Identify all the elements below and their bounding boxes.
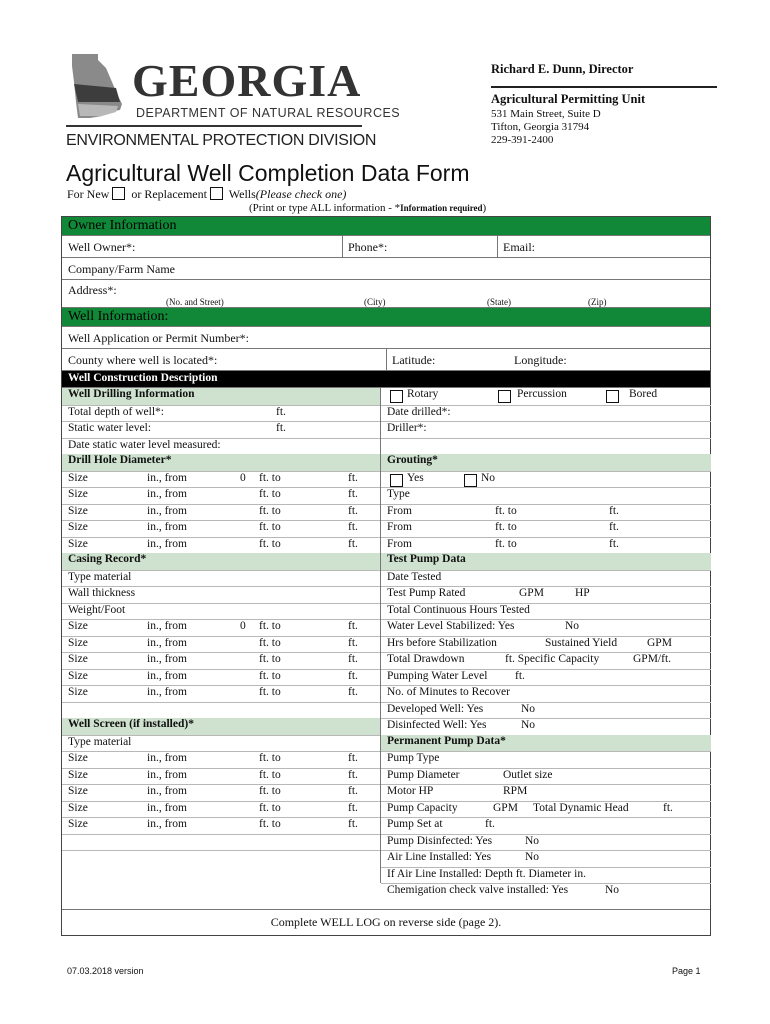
static-level-label: Static water level: — [68, 422, 152, 434]
replacement-checkbox[interactable] — [210, 187, 223, 200]
drawdown-row[interactable] — [381, 652, 711, 670]
total-depth-label: Total depth of well*: — [68, 405, 164, 418]
hrs-before-label: Hrs before Stabilization — [387, 636, 497, 649]
set-at-row[interactable] — [381, 817, 711, 835]
ft-to-label: ft. to — [259, 471, 281, 484]
blank-row — [381, 438, 711, 456]
perm-pump-subheader — [381, 735, 711, 752]
new-replacement-line — [67, 187, 346, 202]
casing-type-label: Type material — [68, 570, 132, 583]
in-from-label: in., from — [147, 504, 187, 517]
page-number: Page 1 — [672, 966, 701, 976]
ft-unit: ft. — [609, 537, 619, 550]
ft-to-label: ft. to — [259, 768, 281, 781]
blank-row — [62, 834, 380, 852]
form-title: Agricultural Well Completion Data Form — [66, 160, 470, 186]
ft-unit: ft. — [348, 801, 358, 814]
drill-method-row — [381, 388, 711, 405]
ft-unit: ft. — [348, 521, 358, 533]
ft-to-label: ft. to — [259, 752, 281, 764]
grouting-title: Grouting* — [387, 454, 438, 466]
percussion-checkbox[interactable] — [498, 390, 511, 403]
size-row[interactable] — [62, 537, 380, 555]
drill-hole-title: Drill Hole Diameter* — [68, 454, 172, 466]
gpm-unit: GPM — [519, 587, 544, 599]
weight-label: Weight/Foot — [68, 603, 126, 616]
hours-row[interactable] — [381, 603, 711, 621]
ft-to-label: ft. to — [495, 504, 517, 517]
construction-grid — [62, 388, 710, 909]
size-row[interactable] — [62, 817, 380, 835]
date-static-label: Date static water level measured: — [68, 438, 221, 451]
print-note — [249, 202, 486, 214]
rotary-checkbox[interactable] — [390, 390, 403, 403]
ft-unit: ft. — [348, 768, 358, 781]
permitting-unit: Agricultural Permitting Unit — [491, 92, 646, 106]
rated-label: Test Pump Rated — [387, 587, 466, 599]
owner-section-header — [62, 217, 710, 236]
in-from-label: in., from — [147, 752, 187, 764]
grout-no-label: No — [481, 471, 496, 484]
coords-cell[interactable] — [386, 349, 710, 370]
required-note: Information required — [400, 203, 483, 213]
in-from-label: in., from — [147, 537, 187, 550]
county-row — [62, 349, 710, 371]
size-label: Size — [68, 636, 88, 649]
size-row[interactable] — [62, 487, 380, 505]
in-from-label: in., from — [147, 785, 187, 797]
gpm-unit: GPM — [493, 801, 518, 814]
ft-unit: ft. — [348, 471, 358, 484]
ft-unit: ft. — [348, 620, 358, 632]
grout-yes-label: Yes — [407, 471, 424, 484]
blank-row — [62, 702, 380, 720]
static-level-row[interactable] — [62, 421, 380, 439]
size-label: Size — [68, 801, 88, 814]
grout-no-checkbox[interactable] — [464, 474, 477, 487]
ft-unit: ft. — [348, 488, 358, 500]
address-line-1: 531 Main Street, Suite D — [491, 108, 601, 120]
date-drilled-row[interactable] — [381, 405, 711, 423]
ft-unit: ft. — [485, 818, 495, 830]
screen-type-label: Type material — [68, 735, 132, 748]
capacity-row[interactable] — [381, 801, 711, 819]
in-from-label: in., from — [147, 636, 187, 649]
size-label: Size — [68, 488, 88, 500]
ft-to-label: ft. to — [259, 785, 281, 797]
bored-checkbox[interactable] — [606, 390, 619, 403]
ft-unit: ft. — [348, 752, 358, 764]
email-label: Email: — [503, 240, 535, 254]
perm-pump-title: Permanent Pump Data* — [387, 734, 506, 747]
size-row[interactable] — [62, 669, 380, 687]
longitude-label: Longitude: — [514, 353, 567, 367]
size-label: Size — [68, 653, 88, 665]
capacity-label: Pump Capacity — [387, 801, 458, 814]
county-field[interactable]: County where well is located*: — [68, 353, 218, 367]
pump-disinfected-row[interactable] — [381, 834, 711, 852]
bored-label: Bored — [629, 388, 658, 400]
size-label: Size — [68, 620, 88, 632]
size-row[interactable] — [62, 652, 380, 670]
sustained-label: Sustained Yield — [545, 636, 618, 649]
pump-type-row[interactable] — [381, 751, 711, 769]
air-line-label: Air Line Installed: Yes — [387, 851, 492, 863]
ft-unit: ft. — [276, 405, 286, 418]
set-at-label: Pump Set at — [387, 818, 443, 830]
or-replacement-label: or Replacement — [131, 187, 207, 201]
driller-label: Driller*: — [387, 422, 427, 434]
owner-row — [62, 236, 710, 258]
from-label: From — [387, 537, 412, 550]
ft-unit: ft. — [348, 686, 358, 698]
address-line-2: Tifton, Georgia 31794 — [491, 121, 590, 133]
date-tested-label: Date Tested — [387, 570, 442, 583]
ft-unit: ft. — [348, 537, 358, 550]
hp-unit: HP — [575, 587, 590, 599]
print-note-close: ) — [482, 202, 487, 214]
screen-title: Well Screen (if installed)* — [68, 718, 194, 730]
developed-label: Developed Well: Yes — [387, 702, 484, 715]
stabilized-row[interactable] — [381, 619, 711, 637]
size-label: Size — [68, 785, 88, 797]
wall-thickness-label: Wall thickness — [68, 587, 136, 599]
grout-from-row[interactable] — [381, 537, 711, 555]
ft-unit: ft. — [609, 521, 619, 533]
ft-unit: ft. — [609, 504, 619, 517]
hrs-before-row[interactable] — [381, 636, 711, 654]
latitude-label: Latitude: — [392, 353, 436, 367]
well-log-row — [62, 909, 710, 935]
diameter-row[interactable] — [381, 768, 711, 786]
date-tested-row[interactable] — [381, 570, 711, 588]
air-line-row[interactable] — [381, 850, 711, 868]
ft-to-label: ft. to — [259, 801, 281, 814]
company-row[interactable] — [62, 258, 710, 280]
wall-thickness-row[interactable] — [62, 586, 380, 604]
georgia-map-logo — [68, 52, 124, 122]
drawdown-label: Total Drawdown — [387, 653, 465, 665]
specific-capacity-label: ft. Specific Capacity — [505, 653, 600, 665]
well-form — [61, 216, 711, 936]
chemigation-label: Chemigation check valve installed: Yes — [387, 884, 569, 896]
developed-row[interactable] — [381, 702, 711, 720]
percussion-label: Percussion — [517, 388, 567, 400]
from-label: From — [387, 521, 412, 533]
rotary-label: Rotary — [407, 388, 439, 400]
size-row[interactable] — [62, 619, 380, 637]
pumping-level-label: Pumping Water Level — [387, 669, 488, 682]
director-divider — [491, 86, 717, 88]
right-column — [380, 388, 711, 896]
stabilized-no: No — [565, 620, 580, 632]
in-from-label: in., from — [147, 471, 187, 484]
ft-to-label: ft. to — [259, 653, 281, 665]
stabilized-label: Water Level Stabilized: Yes — [387, 620, 515, 632]
from-value: 0 — [240, 471, 246, 484]
pump-disinfected-label: Pump Disinfected: Yes — [387, 834, 493, 847]
hours-label: Total Continuous Hours Tested — [387, 603, 530, 616]
ft-unit: ft. — [348, 818, 358, 830]
state-hint: (State) — [487, 297, 511, 307]
chemigation-row[interactable] — [381, 883, 711, 901]
ft-unit: ft. — [348, 785, 358, 797]
date-static-row[interactable] — [62, 438, 380, 456]
logo-epd-text: ENVIRONMENTAL PROTECTION DIVISION — [66, 132, 377, 149]
ft-unit: ft. — [348, 636, 358, 649]
size-label: Size — [68, 752, 88, 764]
size-row[interactable] — [62, 768, 380, 786]
well-owner-field[interactable]: Well Owner*: — [68, 240, 136, 254]
casing-type-row[interactable] — [62, 570, 380, 588]
size-label: Size — [68, 521, 88, 533]
date-drilled-label: Date drilled*: — [387, 405, 451, 418]
tdh-label: Total Dynamic Head — [533, 801, 629, 814]
rpm-label: RPM — [503, 785, 528, 797]
ft-to-label: ft. to — [259, 818, 281, 830]
logo-georgia-text: GEORGIA — [132, 55, 362, 106]
size-row[interactable] — [62, 636, 380, 654]
phone-cell[interactable] — [342, 236, 497, 257]
permit-label: Well Application or Permit Number*: — [68, 331, 250, 345]
grout-type-row[interactable] — [381, 487, 711, 505]
gpm-ft-unit: GPM/ft. — [633, 653, 672, 665]
phone-label: Phone*: — [348, 240, 388, 254]
gpm-unit: GPM — [647, 636, 672, 649]
size-label: Size — [68, 669, 88, 682]
size-label: Size — [68, 504, 88, 517]
version-label: 07.03.2018 version — [67, 966, 144, 976]
casing-title: Casing Record* — [68, 553, 147, 565]
in-from-label: in., from — [147, 488, 187, 500]
total-depth-row[interactable] — [62, 405, 380, 423]
ft-to-label: ft. to — [259, 669, 281, 682]
logo-divider — [66, 125, 362, 127]
blank-row — [62, 850, 380, 868]
ft-to-label: ft. to — [259, 521, 281, 533]
ft-unit: ft. — [276, 422, 286, 434]
drill-hole-subheader — [62, 454, 380, 471]
size-label: Size — [68, 471, 88, 484]
grout-type-label: Type — [387, 488, 410, 500]
ft-to-label: ft. to — [259, 537, 281, 550]
size-row[interactable] — [62, 471, 380, 489]
casing-subheader — [62, 553, 380, 570]
director-name: Richard E. Dunn, Director — [491, 62, 634, 76]
size-row[interactable] — [62, 751, 380, 769]
wells-label: Wells — [228, 187, 256, 201]
ft-to-label: ft. to — [259, 686, 281, 698]
weight-row[interactable] — [62, 603, 380, 621]
from-label: From — [387, 504, 412, 517]
ft-unit: ft. — [663, 801, 673, 814]
outlet-label: Outlet size — [503, 768, 553, 781]
zip-hint: (Zip) — [588, 297, 607, 307]
grout-from-row[interactable] — [381, 504, 711, 522]
address-label: Address*: — [68, 283, 117, 297]
ft-to-label: ft. to — [259, 504, 281, 517]
well-section-header — [62, 308, 710, 327]
logo-dnr-text: DEPARTMENT OF NATURAL RESOURCES — [136, 106, 401, 120]
email-cell[interactable] — [497, 236, 710, 257]
owner-title: Owner Information — [68, 218, 177, 233]
permit-row[interactable] — [62, 327, 710, 349]
ft-to-label: ft. to — [259, 636, 281, 649]
in-from-label: in., from — [147, 521, 187, 533]
pump-disinfected-no: No — [525, 834, 540, 847]
grouting-yesno-row — [381, 471, 711, 489]
screen-subheader — [62, 718, 380, 735]
in-from-label: in., from — [147, 620, 187, 632]
if-air-row[interactable] — [381, 867, 711, 885]
disinfected-row[interactable] — [381, 718, 711, 736]
for-new-label: For New — [67, 187, 110, 201]
in-from-label: in., from — [147, 818, 187, 830]
size-row[interactable] — [62, 784, 380, 802]
grouting-subheader — [381, 454, 711, 471]
city-hint: (City) — [364, 297, 386, 307]
street-hint: (No. and Street) — [166, 297, 224, 307]
minutes-label: No. of Minutes to Recover — [387, 686, 510, 698]
construction-header — [62, 371, 710, 388]
ft-unit: ft. — [348, 504, 358, 517]
drilling-title: Well Drilling Information — [68, 388, 195, 400]
ft-unit: ft. — [515, 669, 525, 682]
motor-row[interactable] — [381, 784, 711, 802]
well-title: Well Information: — [68, 309, 169, 324]
please-check-note: (Please check one) — [255, 187, 347, 201]
ft-to-label: ft. to — [259, 488, 281, 500]
ft-to-label: ft. to — [495, 521, 517, 533]
test-pump-title: Test Pump Data — [387, 553, 466, 565]
motor-label: Motor HP — [387, 785, 434, 797]
in-from-label: in., from — [147, 768, 187, 781]
ft-to-label: ft. to — [495, 537, 517, 550]
in-from-label: in., from — [147, 686, 187, 698]
ft-to-label: ft. to — [259, 620, 281, 632]
ft-unit: ft. — [348, 653, 358, 665]
drilling-subheader — [62, 388, 380, 405]
new-checkbox[interactable] — [112, 187, 125, 200]
size-row[interactable] — [62, 801, 380, 819]
size-label: Size — [68, 537, 88, 550]
grout-yes-checkbox[interactable] — [390, 474, 403, 487]
disinfected-label: Disinfected Well: Yes — [387, 719, 487, 731]
from-value: 0 — [240, 620, 246, 632]
print-note-text: (Print or type ALL information - * — [249, 202, 401, 214]
in-from-label: in., from — [147, 669, 187, 682]
size-row[interactable] — [62, 520, 380, 538]
air-line-no: No — [525, 851, 540, 863]
rated-row[interactable] — [381, 586, 711, 604]
driller-row[interactable] — [381, 421, 711, 439]
size-row[interactable] — [62, 685, 380, 703]
if-air-label: If Air Line Installed: Depth ft. Diameter in. — [387, 867, 586, 880]
size-label: Size — [68, 686, 88, 698]
pumping-level-row[interactable] — [381, 669, 711, 687]
diameter-label: Pump Diameter — [387, 768, 460, 781]
disinfected-no: No — [521, 719, 536, 731]
phone-number: 229-391-2400 — [491, 134, 554, 146]
well-log-note: Complete WELL LOG on reverse side (page 2). — [270, 915, 502, 929]
construction-title: Well Construction Description — [68, 372, 218, 384]
pump-type-label: Pump Type — [387, 752, 440, 764]
company-label: Company/Farm Name — [68, 262, 175, 276]
size-label: Size — [68, 818, 88, 830]
ft-unit: ft. — [348, 669, 358, 682]
chemigation-no: No — [605, 884, 620, 896]
grout-from-row[interactable] — [381, 520, 711, 538]
in-from-label: in., from — [147, 801, 187, 814]
size-row[interactable] — [62, 504, 380, 522]
screen-type-row[interactable] — [62, 735, 380, 753]
minutes-row[interactable] — [381, 685, 711, 703]
in-from-label: in., from — [147, 653, 187, 665]
test-pump-subheader — [381, 553, 711, 570]
address-row[interactable] — [62, 280, 710, 308]
size-label: Size — [68, 768, 88, 781]
developed-no: No — [521, 702, 536, 715]
